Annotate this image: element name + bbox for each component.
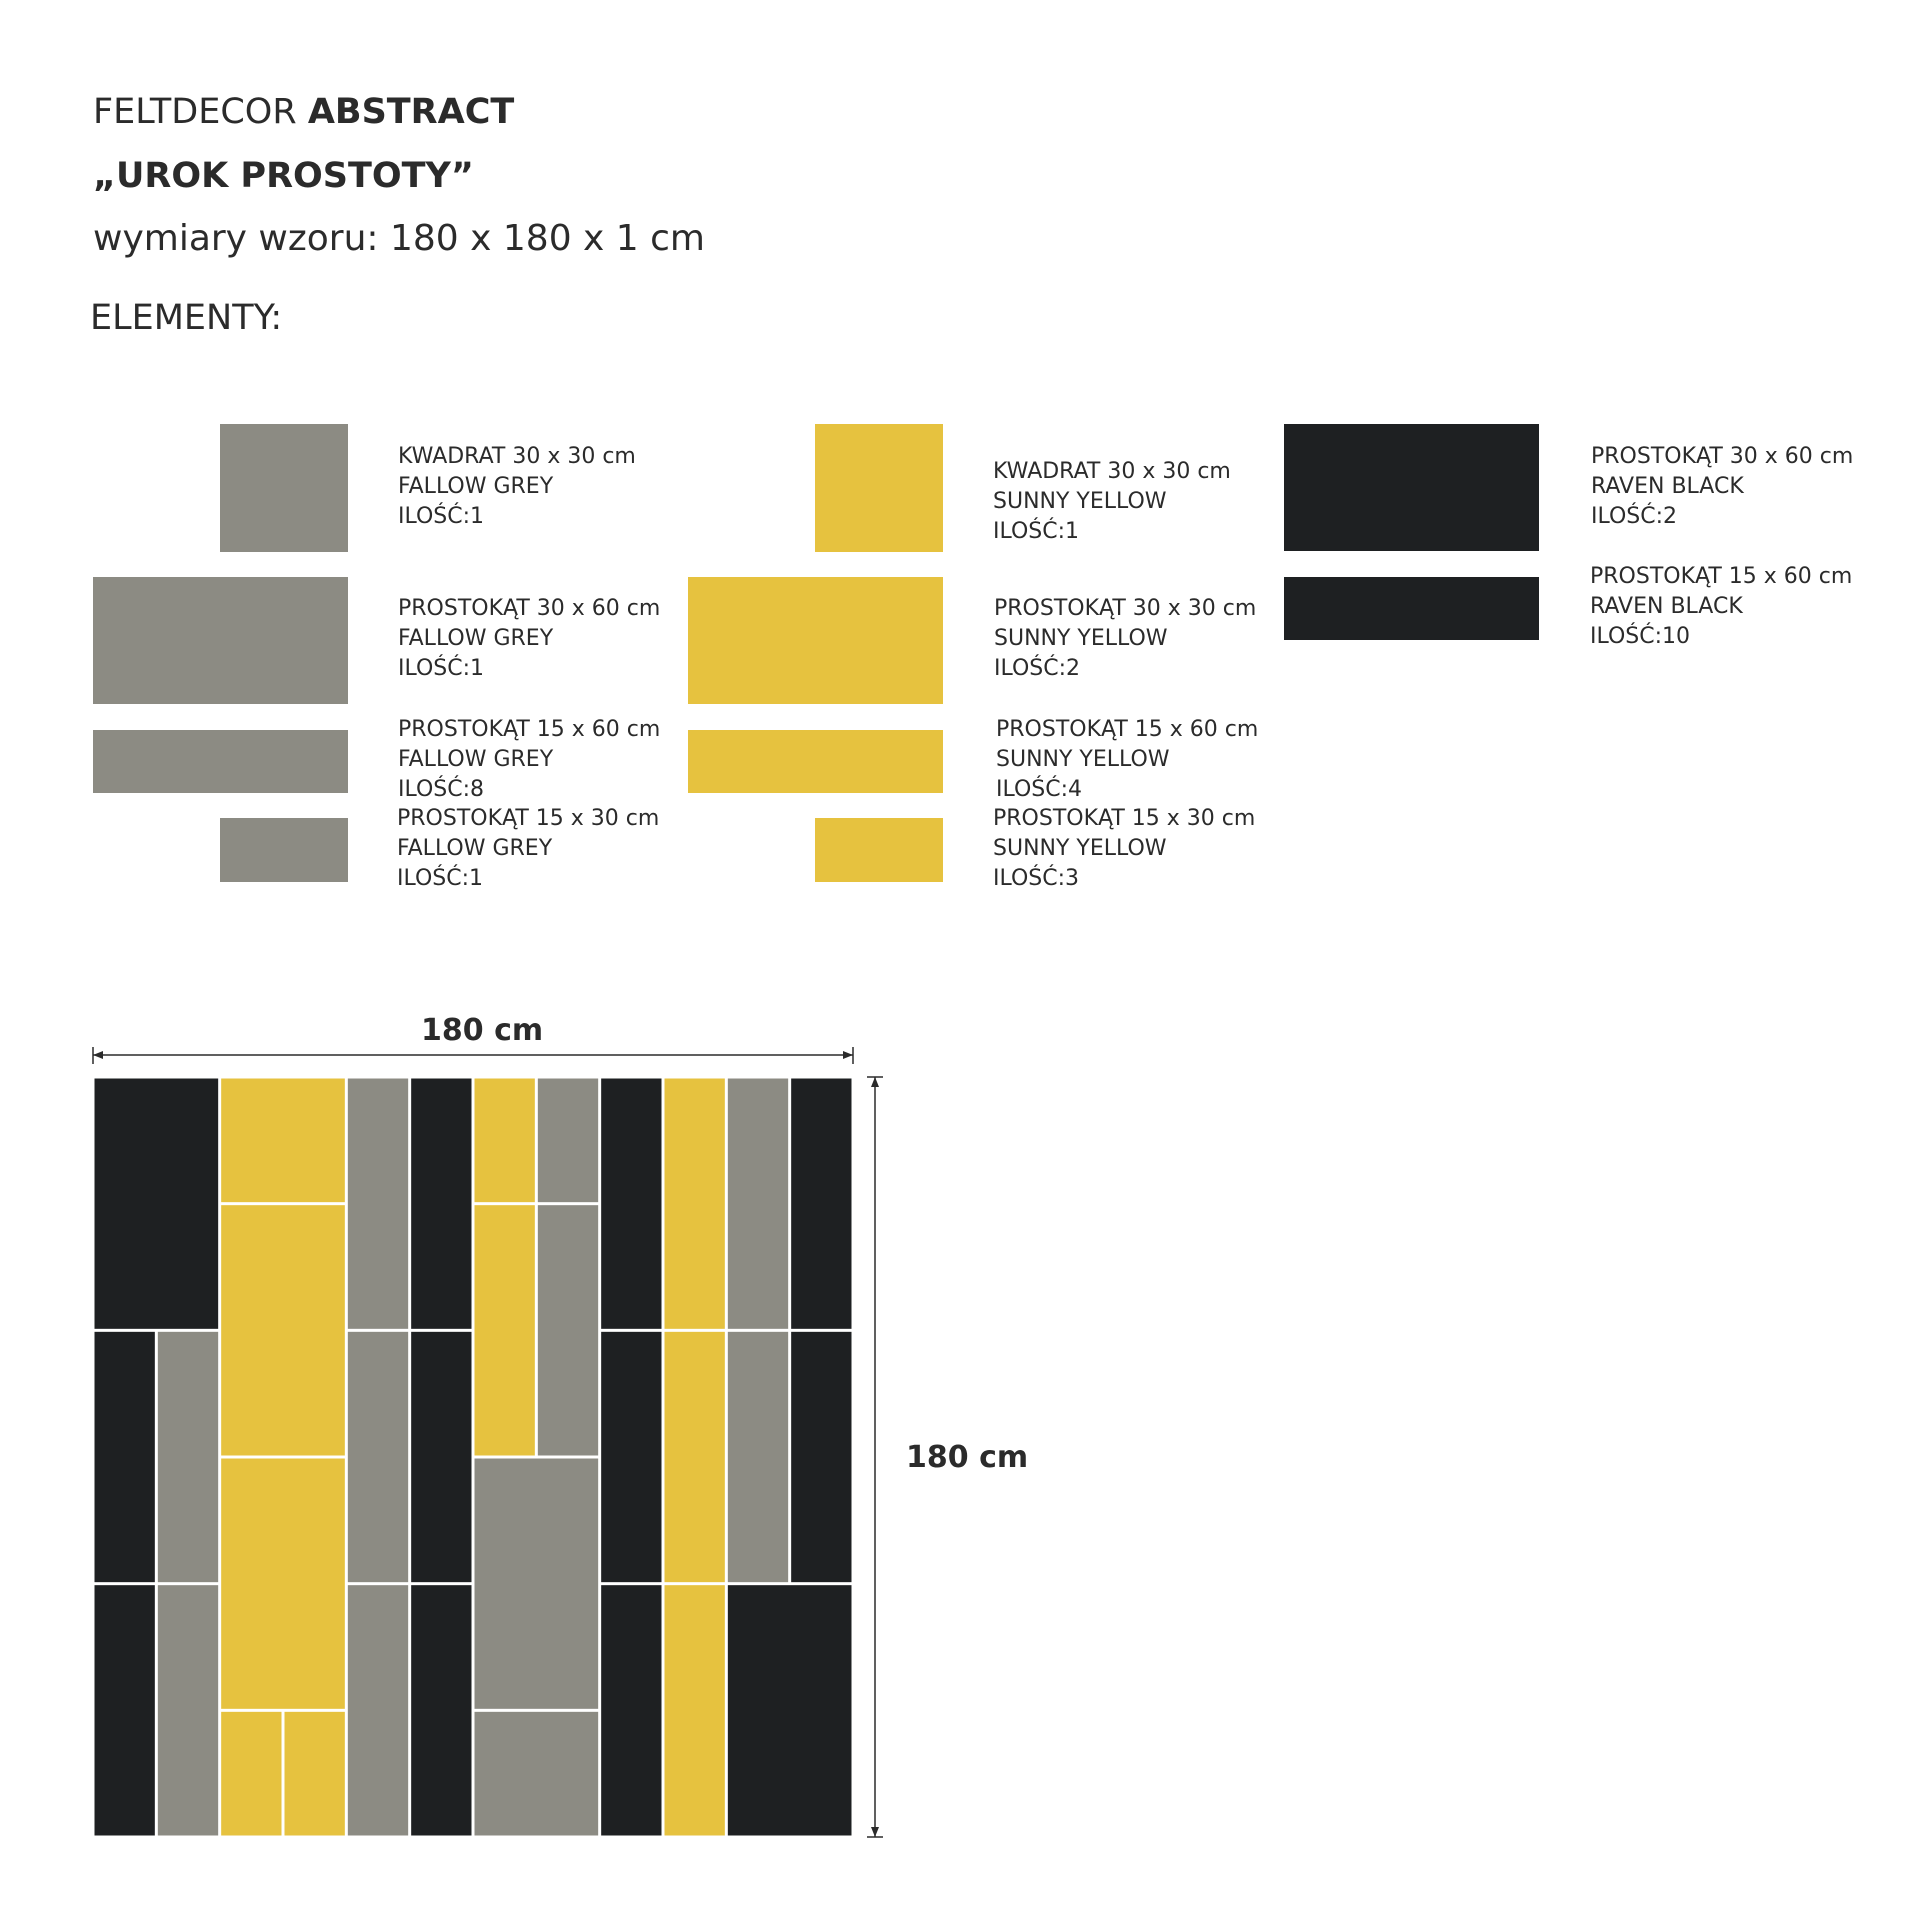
pattern-tile-black bbox=[601, 1332, 661, 1582]
pattern-tile-black bbox=[791, 1079, 851, 1329]
pattern-tile-grey bbox=[728, 1332, 788, 1582]
pattern-tile-grey bbox=[158, 1585, 218, 1835]
pattern-tile-grey bbox=[158, 1332, 218, 1582]
pattern-tile-black bbox=[601, 1585, 661, 1835]
pattern-tile-grey bbox=[348, 1585, 408, 1835]
pattern-tile-black bbox=[95, 1332, 155, 1582]
pattern-tile-black bbox=[411, 1332, 471, 1582]
height-dimension-label: 180 cm bbox=[906, 1440, 1029, 1475]
width-dimension-label: 180 cm bbox=[421, 1013, 544, 1048]
pattern-tile-black bbox=[791, 1332, 851, 1582]
pattern-tile-grey bbox=[538, 1205, 598, 1455]
pattern-tile-yellow bbox=[221, 1712, 281, 1836]
width-dimension-arrow bbox=[93, 1051, 103, 1059]
pattern-tile-yellow bbox=[221, 1459, 345, 1709]
pattern-tile-grey bbox=[538, 1079, 598, 1203]
element-label: PROSTOKĄT 30 x 30 cm SUNNY YELLOW ILOŚĆ:2 bbox=[994, 596, 1257, 681]
pattern-tile-yellow bbox=[665, 1332, 725, 1582]
pattern-tile-yellow bbox=[221, 1205, 345, 1455]
elements-heading: ELEMENTY: bbox=[90, 298, 283, 338]
element-label: KWADRAT 30 x 30 cm SUNNY YELLOW ILOŚĆ:1 bbox=[993, 459, 1231, 544]
pattern-tile-black bbox=[411, 1079, 471, 1329]
pattern-tile-black bbox=[601, 1079, 661, 1329]
element-label: PROSTOKĄT 15 x 30 cm SUNNY YELLOW ILOŚĆ:3 bbox=[993, 806, 1256, 891]
pattern-tile-black bbox=[411, 1585, 471, 1835]
pattern-tile-black bbox=[95, 1079, 219, 1329]
pattern-name: „UROK PROSTOTY” bbox=[93, 156, 474, 196]
pattern-tile-grey bbox=[475, 1459, 599, 1709]
collection-name: ABSTRACT bbox=[307, 92, 515, 132]
pattern-tile-black bbox=[728, 1585, 852, 1835]
pattern-tile-yellow bbox=[475, 1079, 535, 1203]
element-label: PROSTOKĄT 30 x 60 cm RAVEN BLACK ILOŚĆ:2 bbox=[1591, 444, 1854, 529]
brand-name: FELTDECOR bbox=[93, 92, 297, 132]
height-dimension-arrow bbox=[871, 1077, 879, 1087]
pattern-tile-yellow bbox=[475, 1205, 535, 1455]
height-dimension-arrow bbox=[871, 1827, 879, 1837]
pattern-tile-yellow bbox=[221, 1079, 345, 1203]
pattern-tile-yellow bbox=[665, 1585, 725, 1835]
element-label: PROSTOKĄT 30 x 60 cm FALLOW GREY ILOŚĆ:1 bbox=[398, 596, 661, 681]
element-label: PROSTOKĄT 15 x 30 cm FALLOW GREY ILOŚĆ:1 bbox=[397, 806, 660, 891]
pattern-tile-grey bbox=[728, 1079, 788, 1329]
pattern-tile-grey bbox=[348, 1332, 408, 1582]
element-label: PROSTOKĄT 15 x 60 cm SUNNY YELLOW ILOŚĆ:4 bbox=[996, 717, 1259, 802]
element-label: PROSTOKĄT 15 x 60 cm RAVEN BLACK ILOŚĆ:10 bbox=[1590, 564, 1853, 649]
element-label: PROSTOKĄT 15 x 60 cm FALLOW GREY ILOŚĆ:8 bbox=[398, 717, 661, 802]
pattern-dimensions: wymiary wzoru: 180 x 180 x 1 cm bbox=[93, 218, 705, 259]
pattern-tile-grey bbox=[475, 1712, 599, 1836]
width-dimension-arrow bbox=[843, 1051, 853, 1059]
element-label: KWADRAT 30 x 30 cm FALLOW GREY ILOŚĆ:1 bbox=[398, 444, 636, 529]
pattern-tile-yellow bbox=[665, 1079, 725, 1329]
pattern-tile-black bbox=[95, 1585, 155, 1835]
pattern-tile-grey bbox=[348, 1079, 408, 1329]
pattern-tile-yellow bbox=[285, 1712, 345, 1836]
